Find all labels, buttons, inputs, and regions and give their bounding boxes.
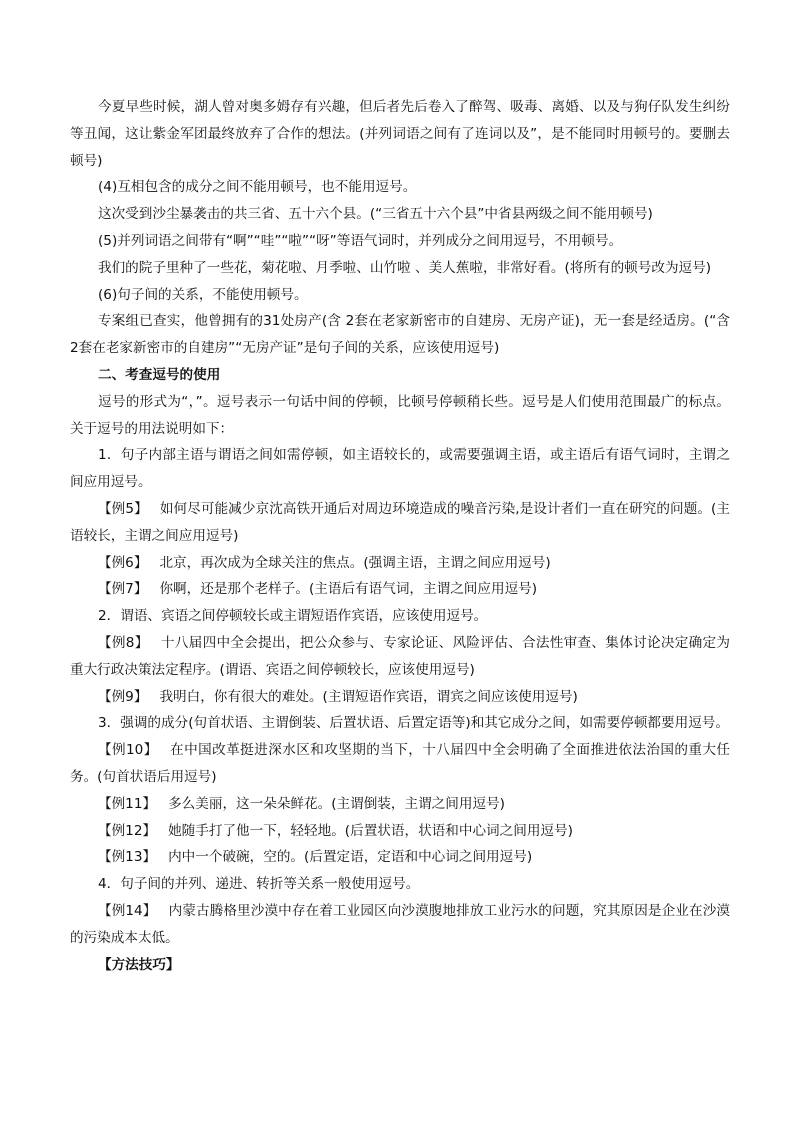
example-10 [70,737,730,791]
example-text: 内蒙古腾格里沙漠中存在着工业园区向沙漠腹地排放工业污水的问题，究其原因是企业在沙漠的污染成本太低。 [70,902,730,946]
example-label: 【例6】 [98,554,148,571]
example-label: 【例10】 [98,742,158,759]
example-12 [70,818,730,845]
paragraph-1: 今夏早些时候，湖人曾对奥多姆存有兴趣，但后者先后卷入了醉驾、吸毒、离婚、以及与狗仔队发生纠纷等丑闻，这让紫金军团最终放弃了合作的想法。(并列词语之间有了连词以及”，是不能同时用顿号的。要删去顿号) [70,99,730,169]
example-5 [70,496,730,550]
paragraph-6: (6)句子间的关系，不能使用顿号。 [98,286,308,303]
example-label: 【例13】 [98,849,157,866]
example-label: 【例11】 [98,795,157,812]
method-tips-heading: 【方法技巧】 [98,956,180,973]
example-text: 北京，再次成为全球关注的焦点。(强调主语，主谓之间应用逗号) [159,554,551,571]
example-14 [70,898,730,952]
paragraph-4: (5)并列词语之间带有“啊”“哇”“啦”“呀”等语气词时，并列成分之间用逗号，不用顿号。 [98,232,623,249]
example-text: 多么美丽，这一朵朵鲜花。(主谓倒装，主谓之间用逗号) [168,795,505,812]
example-text: 如何尽可能减少京沈高铁开通后对周边环境造成的噪音污染,是设计者们一直在研究的问题。(主语较长，主谓之间应用逗号) [70,500,731,544]
rule-4: 4．句子间的并列、递进、转折等关系一般使用逗号。 [98,876,420,893]
example-label: 【例14】 [98,902,157,919]
paragraph-9: 逗号的形式为“，”。逗号表示一句话中间的停顿，比顿号停顿稍长些。逗号是人们使用范围最广的标点。关于逗号的用法说明如下： [70,393,730,437]
paragraph-7: 专案组已查实，他曾拥有的31处房产(含 2套在老家新密市的自建房、无房产证)，无一套是经适房。(“含 2套在老家新密市的自建房”“无房产证”是句子间的关系，应该使用逗号) [70,313,730,357]
example-label: 【例8】 [98,634,149,651]
paragraph-3: 这次受到沙尘暴袭击的共三省、五十六个县。(“三省五十六个县”中省县两级之间不能用顿号) [98,206,653,223]
example-text: 她随手打了他一下，轻轻地。(后置状语，状语和中心词之间用逗号) [168,822,573,839]
section-heading: 二、考查逗号的使用 [98,366,221,383]
paragraph-2: (4)互相包含的成分之间不能用顿号，也不能用逗号。 [98,179,417,196]
example-label: 【例7】 [98,581,148,598]
example-9 [70,684,730,711]
example-7 [70,576,730,603]
example-label: 【例12】 [98,822,157,839]
example-label: 【例5】 [98,500,148,517]
rule-3: 3．强调的成分(句首状语、主谓倒装、后置状语、后置定语等)和其它成分之间，如需要停顿都要用逗号。 [98,715,729,732]
example-text: 你啊，还是那个老样子。(主语后有语气词，主谓之间应用逗号) [159,581,538,598]
rule-1: 1．句子内部主语与谓语之间如需停顿，如主语较长的，或需要强调主语，或主语后有语气词时，主谓之间应用逗号。 [70,447,730,491]
example-text: 我明白，你有很大的难处。(主谓短语作宾语，谓宾之间应该使用逗号) [159,688,578,705]
paragraph-5: 我们的院子里种了一些花，菊花啦、月季啦、山竹啦 、美人蕉啦，非常好看。(将所有的顿号改为逗号) [98,259,712,276]
example-8 [70,630,730,684]
document-body [70,94,730,978]
example-11 [70,791,730,818]
rule-2: 2．谓语、宾语之间停顿较长或主谓短语作宾语，应该使用逗号。 [98,608,488,625]
example-13 [70,844,730,871]
example-6 [70,550,730,577]
example-text: 内中一个破碗，空的。(后置定语，定语和中心词之间用逗号) [168,849,533,866]
example-text: 在中国改革挺进深水区和攻坚期的当下，十八届四中全会明确了全面推进依法治国的重大任务。(句首状语后用逗号) [70,742,730,785]
example-text: 十八届四中全会提出，把公众参与、专家论证、风险评估、合法性审查、集体讨论决定确定为重大行政决策法定程序。(谓语、宾语之间停顿较长，应该使用逗号) [70,634,730,678]
example-label: 【例9】 [98,688,148,705]
